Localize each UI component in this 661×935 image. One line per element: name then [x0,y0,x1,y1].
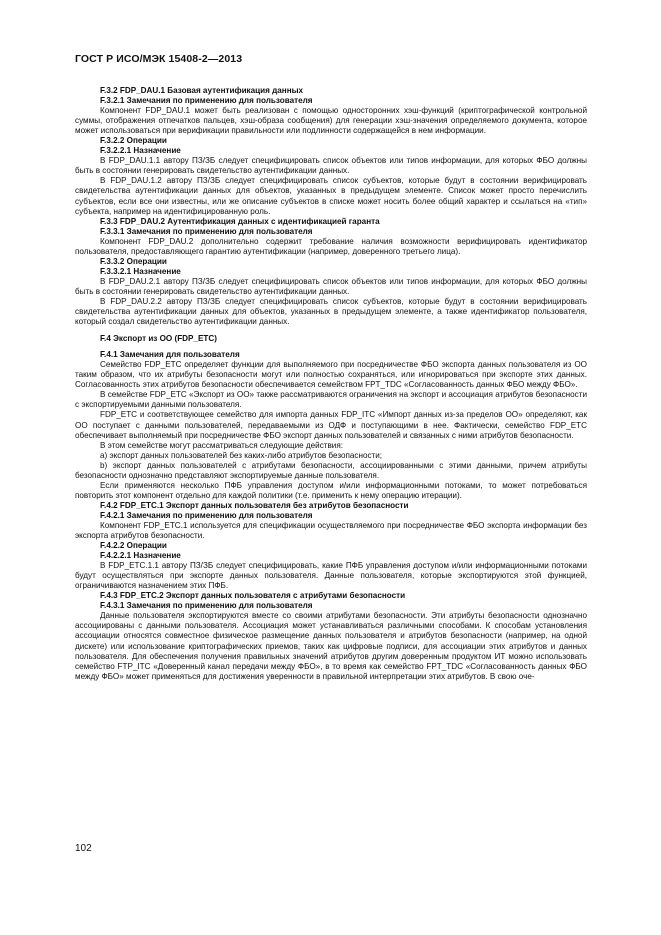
body-paragraph: Компонент FDP_ETC.1 используется для спецификации осуществляемого при посредничестве ФБО экспорта информации без экспорта атрибутов безопасности. [75,520,587,541]
list-item: b) экспорт данных пользователей с атрибутами безопасности, ассоциированными с этими данными, причем атрибуты безопасности однозначно представляют экспортируемые данные пользователя. [75,460,587,480]
document-body [75,86,587,682]
body-paragraph: В FDP_DAU.1.2 автору ПЗ/ЗБ следует специфицировать список субъектов, которые будут в состоянии верифицировать свидетельства аутентификации данных для объектов, указанных в предыдущем элементе. Список может просто перечислить субъектов, если все они известны, или же описание субъектов в списке может носить более общий характер и ссылаться на «тип» субъекта, например на идентифицированную роль. [75,176,587,216]
body-paragraph: В этом семействе могут рассматриваться следующие действия: [100,440,343,450]
subsection-heading: F.4.2.2 Операции [100,541,167,551]
subsection-heading: F.3.2.2.1 Назначение [100,146,181,156]
section-heading: F.4.2 FDP_ETC.1 Экспорт данных пользователя без атрибутов безопасности [100,500,409,510]
body-paragraph: В FDP_DAU.1.1 автору ПЗ/ЗБ следует специфицировать список объектов или типов информации, для которых ФБО должны быть в состоянии генерировать свидетельство аутентификации данных. [75,156,587,176]
section-heading: F.3.3 FDP_DAU.2 Аутентификация данных с идентификацией гаранта [100,216,380,226]
subsection-heading: F.3.3.2.1 Назначение [100,266,181,276]
body-paragraph: В FDP_DAU.2.2 автору ПЗ/ЗБ следует специфицировать список субъектов, которые будут в состоянии верифицировать свидетельства аутентификации данных для объектов, указанных в предыдущем элементе, а также идентификатор пользователя, который создал свидетельство аутентификации данных. [75,296,587,327]
body-paragraph: Данные пользователя экспортируются вместе со своими атрибутами безопасности. Эти атрибуты безопасности однозначно ассоциированы с данными пользователя. Ассоциация может устанавливаться различными способами. К способам установления ассоциации относятся совместное физическое размещение данных пользователя и атрибутов безопасности (например, на одной дискете) или использование криптографических приемов, таких как цифровые подписи, для ассоциации этих атрибутов и данных пользователя. Для обеспечения получения правильных значений атрибутов другим доверенным продуктом ИТ можно использовать семейство FTP_ITC «Доверенный канал передачи между ФБО», в то время как семейство FPT_TDC «Согласованность данных ФБО между ФБО» может применяться для достижения уверенности в правильной интерпретации этих атрибутов. В свою оче- [75,611,587,681]
body-paragraph: В FDP_DAU.2.1 автору ПЗ/ЗБ следует специфицировать список объектов или типов информации, для которых ФБО должны быть в состоянии генерировать свидетельство аутентификации данных. [75,276,587,296]
body-paragraph: Компонент FDP_DAU.2 дополнительно содержит требование наличия возможности верифицировать идентификатор пользователя, предоставляющего гарантию аутентификации (например, доверенного третьего лица). [75,236,587,256]
subsection-heading: F.4.2.1 Замечания по применению для пользователя [100,510,313,520]
subsection-heading: F.4.2.2.1 Назначение [100,551,181,561]
document-header: ГОСТ Р ИСО/МЭК 15408-2—2013 [75,53,243,65]
body-paragraph: Семейство FDP_ETC определяет функции для выполняемого при посредничестве ФБО экспорта данных пользователя из ОО таким образом, что их атрибуты безопасности могут или полностью сохраняться, или игнорироваться при экспорте этих данных. Согласованность этих атрибутов безопасности обеспечивается семейством FPT_TDC «Согласованность данных ФБО между ФБО». [75,360,587,390]
subsection-heading: F.3.2.2 Операции [100,136,167,146]
subsection-heading: F.4.3.1 Замечания по применению для пользователя [100,601,313,611]
subsection-heading: F.3.3.1 Замечания по применению для пользователя [100,226,313,236]
body-paragraph: В семействе FDP_ETC «Экспорт из ОО» также рассматриваются ограничения на экспорт и ассоциация атрибутов безопасности с экспортируемыми данными пользователя. [75,390,587,410]
body-paragraph: Если применяются несколько ПФБ управления доступом и/или информационными потоками, то может потребоваться повторить этот компонент отдельно для каждой политики (т.е. применить к нему операцию итерации). [75,480,587,500]
page-number: 102 [75,843,92,854]
body-paragraph: В FDP_ETC.1.1 автору ПЗ/ЗБ следует специфицировать, какие ПФБ управления доступом и/или информационными потоками будут осуществляться при экспорте данных пользователя. Данные пользователя, которые экспортируются этой функцией, ограничиваются назначением этих ПФБ. [75,561,587,591]
subsection-heading: F.3.3.2 Операции [100,256,167,266]
section-heading: F.4.3 FDP_ETC.2 Экспорт данных пользователя с атрибутами безопасности [100,591,406,601]
section-heading: F.4 Экспорт из ОО (FDP_ETC) [100,334,217,344]
list-item: a) экспорт данных пользователей без каких-либо атрибутов безопасности; [100,450,383,460]
section-heading: F.3.2 FDP_DAU.1 Базовая аутентификация данных [100,86,304,95]
subsection-heading: F.3.2.1 Замечания по применению для пользователя [100,96,313,106]
body-paragraph: Компонент FDP_DAU.1 может быть реализован с помощью односторонних хэш-функций (криптографической контрольной суммы, отображения отпечатков пальцев, хэш-образа сообщения) для генерации хэш-значения определяемого документа, которое может использоваться при верификации правильности или подлинности содержащейся в нем информации. [75,106,587,136]
body-paragraph: FDP_ETC и соответствующее семейство для импорта данных FDP_ITC «Импорт данных из-за пределов ОО» определяют, как ОО поступает с данными пользователей, передаваемыми из ОДФ и поступающими в нее. Фактически, семейство FDP_ETC обеспечивает выполняемый при посредничестве ФБО экспорт данных пользователей и связанных с ними атрибутов безопасности. [75,410,587,440]
subsection-heading: F.4.1 Замечания для пользователя [100,350,240,360]
